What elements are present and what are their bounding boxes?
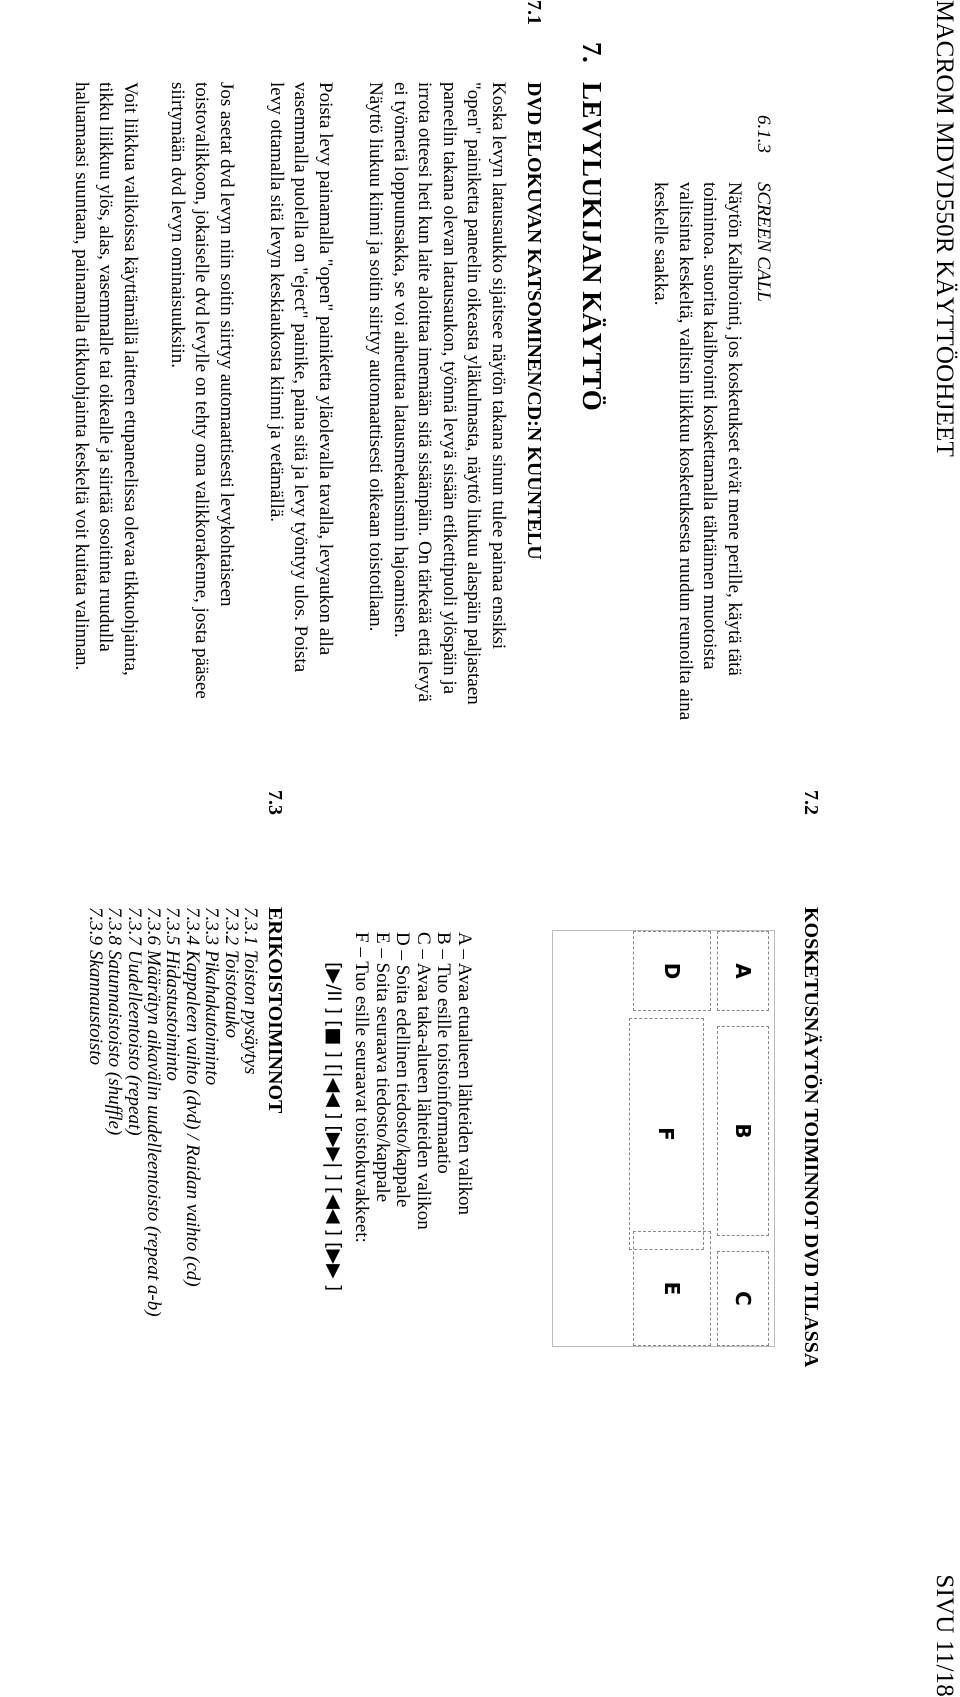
- chapter-7-title: LEVYLUKIJAN KÄYTTÖ: [577, 82, 607, 412]
- list-item: 7.3.6Määrätyn aikavälin uudelleentoisto (repeat a-b): [142, 907, 164, 1317]
- rewind-icon[interactable]: ◀◀: [323, 1194, 345, 1224]
- section-7-3-number: 7.3: [264, 790, 286, 815]
- touch-zone-legend: [351, 932, 474, 1243]
- section-7-3-title: ERIKOISTOIMINNOT: [264, 907, 286, 1114]
- section-6-1-3-title: SCREEN CALL: [753, 182, 774, 302]
- text-line: Näytön Kalibrointi, jos kosketukset eivät mene perille, käytä tätä: [724, 182, 745, 676]
- text-line: paneelin takana olevan latausaukon, työnnä levyä sisään etikettipuoli ylöspäin ja: [439, 82, 460, 695]
- text-line: levy ottamalla sitä levyn keskiaukosta kiinni ja vetämällä.: [266, 82, 287, 523]
- zone-d[interactable]: D: [633, 931, 711, 1011]
- section-7-2-number: 7.2: [800, 790, 822, 815]
- previous-icon[interactable]: |◀◀: [323, 1071, 345, 1107]
- list-item: 7.3.8Satunnaistoisto (shuffle): [104, 907, 126, 1136]
- text-line: Näyttö liukuu kiinni ja soitin siirtyy automaattisesti oikeaan toistotilaan.: [365, 82, 387, 632]
- legend-item: E – Soita seuraava tiedosto/kappale: [372, 932, 393, 1203]
- fast-forward-icon[interactable]: ▶▶: [323, 1249, 345, 1279]
- list-item: 7.3.3Pikahakutoiminto: [201, 907, 223, 1086]
- text-line: Voit liikkua valikoissa käyttämällä laitteen etupaneelissa olevaa tikkuohjainta,: [120, 82, 141, 676]
- text-line: irrota otteesi heti kun laite aloittaa imemään sitä sisäänpäin. On tärkeää että levyä: [414, 82, 436, 702]
- section-7-1-para-1: [363, 82, 510, 782]
- zone-c[interactable]: C: [717, 1251, 769, 1346]
- section-7-1-number: 7.1: [523, 0, 545, 25]
- play-pause-icon[interactable]: ▶/II: [323, 969, 345, 1002]
- text-line: toistovalikkoon, jokaiselle dvd levylle on tehty oma valikkorakenne, josta pääsee: [191, 82, 213, 699]
- zone-b[interactable]: B: [717, 1026, 769, 1236]
- list-item: 7.3.1Toiston pysäytys: [240, 907, 261, 1075]
- section-6-1-3-number: 6.1.3: [753, 115, 774, 153]
- section-7-1-para-4: [69, 82, 143, 782]
- zone-a[interactable]: A: [717, 931, 769, 1011]
- section-7-1-title: DVD ELOKUVAN KATSOMINEN/CD:N KUUNTELU: [523, 82, 545, 560]
- next-icon[interactable]: ▶▶|: [323, 1132, 345, 1169]
- text-line: Koska levyn latausaukko sijaitsee näytön takana sinun tulee painaa ensiksi: [488, 82, 509, 650]
- zone-f[interactable]: F: [629, 1018, 704, 1250]
- text-line: siirtymään dvd levyn ominaisuuksiin.: [167, 82, 188, 369]
- page-number: SIVU 11/18: [931, 1574, 958, 1697]
- list-item: 7.3.4Kappaleen vaihto (dvd) / Raidan vaihto (cd): [181, 907, 203, 1287]
- section-7-1-para-3: [165, 82, 239, 782]
- stop-icon[interactable]: ■: [323, 1027, 345, 1046]
- touch-panel-diagram: [552, 930, 775, 1347]
- legend-item: D – Soita edellinen tiedosto/kappale: [392, 932, 414, 1208]
- text-line: valitsinta keskeltä, valitsin liikkuu kosketuksesta ruudun reunoilta aina: [675, 182, 696, 721]
- section-7-1-para-2: [264, 82, 338, 782]
- text-line: ei työmetä loppuunsakka, se voi aiheuttaa latausmekanismin hajoamisen.: [390, 82, 411, 638]
- text-line: haluamaasi suuntaan, painamalla tikkuohjainta keskeltä voit kuitata valinnan.: [71, 82, 92, 671]
- document-title: MACROM MDVD550R KÄYTTÖOHJEET: [931, 0, 958, 457]
- section-6-1-3-body: [648, 182, 746, 762]
- special-functions-list: [85, 907, 260, 1697]
- legend-item: F – Tuo esille seuraavat toistokuvakkeet:: [351, 932, 373, 1243]
- list-item: 7.3.5Hidastustoiminto: [162, 907, 184, 1081]
- text-line: "open" painiketta paneelin oikeasta yläkulmasta, näyttö liukuu alaspäin paljastaen: [463, 82, 485, 705]
- legend-item: A – Avaa etualueen lähteiden valikon: [454, 932, 475, 1215]
- list-item: 7.3.2Toistotauko: [220, 907, 242, 1038]
- text-line: vasemmalla puolella on "eject" painike, paina sitä ja levy työntyy ulos. Poista: [290, 82, 312, 673]
- text-line: toimintoa. suorita kalibrointi koskettamalla tähtäimen muotoista: [699, 182, 721, 670]
- playback-controls: [▶/II] [■] [|◀◀] [▶▶|] [◀◀] [▶▶]: [323, 962, 345, 1292]
- legend-item: B – Tuo esille toistoinformaatio: [433, 932, 455, 1174]
- legend-item: C – Avaa taka-alueen lähteiden valikon: [413, 932, 434, 1230]
- zone-e[interactable]: E: [633, 1231, 711, 1346]
- text-line: tikku liikkuu ylös, alas, vasemmalle tai oikealle ja siirtää osoitinta ruudulla: [95, 82, 117, 652]
- list-item: 7.3.9Skannaustoisto: [84, 907, 106, 1066]
- section-7-2-title: KOSKETUSNÄYTÖN TOIMINNOT DVD TILASSA: [800, 907, 822, 1368]
- text-line: keskelle saakka.: [650, 182, 672, 306]
- list-item: 7.3.7Uudelleentoisto (repeat): [123, 907, 145, 1136]
- text-line: Jos asetat dvd levyn niin soitin siirtyy automaattisesti levykohtaiseen: [216, 82, 237, 607]
- chapter-7-number: 7.: [577, 42, 607, 64]
- text-line: Poista levy painamalla "open" painiketta yläolevalla tavalla, levyaukon alla: [315, 82, 336, 656]
